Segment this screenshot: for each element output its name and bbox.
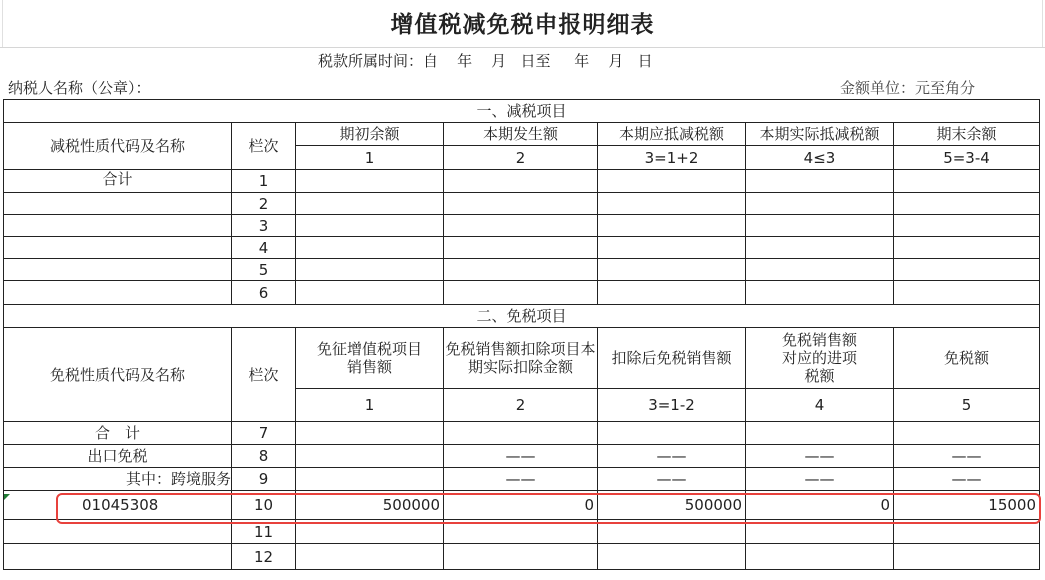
row-name[interactable]: 合计: [4, 170, 232, 193]
row-line: 6: [232, 281, 296, 305]
cell[interactable]: [894, 281, 1040, 305]
cell[interactable]: [746, 422, 894, 445]
tax-period-label: 税款所属时间：自 年 月 日至 年 月 日: [318, 52, 653, 70]
s1-col-number: 2: [444, 146, 598, 170]
row-line: 5: [232, 259, 296, 281]
dash-cell: ——: [894, 468, 1040, 491]
cell[interactable]: [746, 193, 894, 215]
cell[interactable]: [746, 215, 894, 237]
dash-cell: ——: [444, 445, 598, 468]
section1-title: 一、减税项目: [4, 100, 1040, 123]
taxpayer-name-label: 纳税人名称（公章）：: [8, 79, 151, 97]
table-row: [4, 215, 1040, 237]
cell[interactable]: [444, 193, 598, 215]
section2-name-header: 免税性质代码及名称: [4, 328, 232, 422]
table-row: [4, 170, 1040, 193]
row-line: 2: [232, 193, 296, 215]
table-row: [4, 281, 1040, 305]
dash-cell: ——: [746, 468, 894, 491]
table-row: [4, 422, 1040, 445]
row-name[interactable]: [4, 544, 232, 570]
cell[interactable]: [296, 422, 444, 445]
s2-col-number: 2: [444, 389, 598, 422]
cell[interactable]: [296, 215, 444, 237]
row-line: 3: [232, 215, 296, 237]
cell[interactable]: [444, 215, 598, 237]
cell[interactable]: [444, 237, 598, 259]
cell[interactable]: [894, 259, 1040, 281]
s2-col-number: 4: [746, 389, 894, 422]
s1-col-header: 期末余额: [894, 123, 1040, 146]
cell-deduction[interactable]: 0: [444, 491, 598, 520]
cell-comment-marker: [4, 494, 10, 500]
row-line: 7: [232, 422, 296, 445]
s1-col-number: 1: [296, 146, 444, 170]
table-row: [4, 237, 1040, 259]
cell[interactable]: [296, 170, 444, 193]
form-title: 增值税减免税申报明细表: [390, 11, 655, 38]
row-line: 11: [232, 520, 296, 544]
row-name[interactable]: [4, 237, 232, 259]
cell[interactable]: [598, 193, 746, 215]
table-row: [4, 259, 1040, 281]
table-row: [4, 445, 1040, 468]
s2-col-header: 免征增值税项目销售额: [296, 328, 444, 389]
row-line: 9: [232, 468, 296, 491]
title-divider: [0, 47, 1045, 48]
row-name[interactable]: [4, 215, 232, 237]
section2-title: 二、免税项目: [4, 305, 1040, 328]
s2-col-number: 3=1-2: [598, 389, 746, 422]
cell[interactable]: [598, 422, 746, 445]
cell[interactable]: [894, 544, 1040, 570]
cell[interactable]: [598, 170, 746, 193]
s1-col-number: 5=3-4: [894, 146, 1040, 170]
cell[interactable]: [746, 259, 894, 281]
table-row: [4, 544, 1040, 570]
section2-line-header: 栏次: [232, 328, 296, 422]
table-row: [4, 468, 1040, 491]
cell[interactable]: [296, 445, 444, 468]
section1-name-header: 减税性质代码及名称: [4, 123, 232, 170]
cell-sales-after-deduction[interactable]: 500000: [598, 491, 746, 520]
row-name[interactable]: 其中：跨境服务: [4, 468, 232, 491]
dash-cell: ——: [598, 445, 746, 468]
table-row: [4, 193, 1040, 215]
cell[interactable]: [598, 544, 746, 570]
cell[interactable]: [296, 468, 444, 491]
cell[interactable]: [746, 281, 894, 305]
cell[interactable]: [444, 281, 598, 305]
s1-col-header: 本期实际抵减税额: [746, 123, 894, 146]
row-name[interactable]: 01045308: [4, 491, 232, 520]
row-name[interactable]: [4, 281, 232, 305]
cell[interactable]: [296, 544, 444, 570]
cell[interactable]: [894, 237, 1040, 259]
cell[interactable]: [746, 237, 894, 259]
cell[interactable]: [444, 170, 598, 193]
cell[interactable]: [296, 281, 444, 305]
row-line: 1: [232, 170, 296, 193]
s2-col-number: 1: [296, 389, 444, 422]
cell[interactable]: [296, 193, 444, 215]
cell[interactable]: [894, 193, 1040, 215]
cell[interactable]: [894, 170, 1040, 193]
s2-col-header: 扣除后免税销售额: [598, 328, 746, 389]
amount-unit-label: 金额单位：元至角分: [839, 79, 975, 97]
cell[interactable]: [894, 215, 1040, 237]
s2-col-header: 免税销售额扣除项目本期实际扣除金额: [444, 328, 598, 389]
section1-line-header: 栏次: [232, 123, 296, 170]
s1-col-number: 4≤3: [746, 146, 894, 170]
cell[interactable]: [444, 259, 598, 281]
cell[interactable]: [598, 259, 746, 281]
s1-col-header: 本期应抵减税额: [598, 123, 746, 146]
row-name[interactable]: 合 计: [4, 422, 232, 445]
cell-input-tax[interactable]: 0: [746, 491, 894, 520]
cell[interactable]: [444, 422, 598, 445]
cell-exempt-sales[interactable]: 500000: [296, 491, 444, 520]
s1-col-header: 本期发生额: [444, 123, 598, 146]
row-name[interactable]: [4, 193, 232, 215]
cell[interactable]: [296, 237, 444, 259]
cell[interactable]: [598, 281, 746, 305]
dash-cell: ——: [746, 445, 894, 468]
row-name[interactable]: [4, 259, 232, 281]
cell[interactable]: [746, 544, 894, 570]
row-line: 10: [232, 491, 296, 520]
dash-cell: ——: [444, 468, 598, 491]
s1-col-header: 期初余额: [296, 123, 444, 146]
row-line: 12: [232, 544, 296, 570]
row-name[interactable]: 出口免税: [4, 445, 232, 468]
s2-col-header: 免税销售额对应的进项税额: [746, 328, 894, 389]
s2-col-header: 免税额: [894, 328, 1040, 389]
cell[interactable]: [296, 259, 444, 281]
dash-cell: ——: [894, 445, 1040, 468]
s1-col-number: 3=1+2: [598, 146, 746, 170]
cell[interactable]: [598, 215, 746, 237]
cell[interactable]: [598, 237, 746, 259]
row-line: 8: [232, 445, 296, 468]
cell[interactable]: [894, 422, 1040, 445]
cell-exempt-amount[interactable]: 15000: [894, 491, 1040, 520]
cell[interactable]: [746, 170, 894, 193]
cell[interactable]: [444, 544, 598, 570]
row-line: 4: [232, 237, 296, 259]
row-highlight-box: [56, 493, 1041, 524]
dash-cell: ——: [598, 468, 746, 491]
s2-col-number: 5: [894, 389, 1040, 422]
